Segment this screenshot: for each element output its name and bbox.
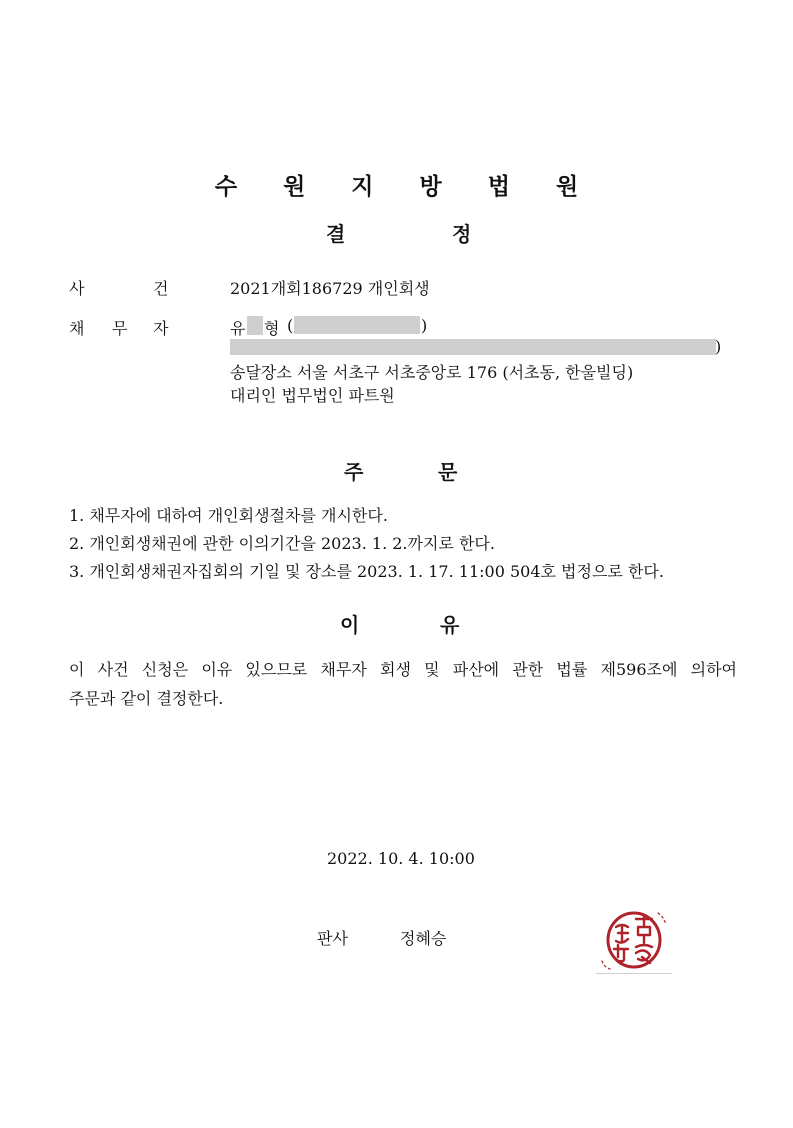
order-item-1: 1. 채무자에 대하여 개인회생절차를 개시한다. (69, 506, 388, 525)
reason-line-1: 이 사건 신청은 이유 있으므로 채무자 회생 및 파산에 관한 법률 제596조에 의하여 (69, 660, 737, 679)
reason-line-2: 주문과 같이 결정한다. (69, 689, 224, 708)
case-label-char-2: 건 (153, 279, 169, 298)
court-title-char: 수 (214, 174, 238, 200)
debtor-label-char-1: 채 (69, 319, 85, 338)
court-title-char: 원 (555, 174, 579, 200)
debtor-name-last: 형 (264, 319, 280, 338)
document-type-char-1: 결 (326, 222, 346, 246)
order-heading-char-2: 문 (438, 460, 458, 484)
court-title-char: 원 (283, 174, 306, 200)
redaction-block-id (294, 316, 420, 334)
decision-date: 2022. 10. 4. 10:00 (327, 849, 475, 868)
debtor-address-paren-close: ) (715, 337, 722, 356)
document-type-char-2: 정 (452, 222, 472, 246)
reason-heading-char-1: 이 (340, 613, 360, 637)
debtor-id-paren-open: ( (287, 316, 294, 335)
court-title-char: 방 (419, 174, 442, 200)
debtor-label-char-2: 무 (112, 319, 128, 338)
debtor-label-char-3: 자 (153, 319, 169, 338)
order-heading-char-1: 주 (344, 460, 364, 484)
court-title (0, 168, 793, 201)
order-item-3: 3. 개인회생채권자집회의 기일 및 장소를 2023. 1. 17. 11:00 504호 법정으로 한다. (69, 562, 664, 581)
order-item-2: 2. 개인회생채권에 관한 이의기간을 2023. 1. 2.까지로 한다. (69, 534, 495, 553)
case-number: 2021개회186729 개인회생 (230, 279, 430, 298)
judge-name: 정혜승 (400, 929, 447, 948)
debtor-agent: 대리인 법무법인 파트원 (230, 386, 395, 405)
debtor-name-first: 유 (230, 319, 246, 338)
debtor-id-paren-close: ) (421, 316, 428, 335)
reason-heading-char-2: 유 (440, 613, 460, 637)
judge-title: 판사 (317, 929, 348, 948)
court-title-char: 법 (487, 174, 510, 200)
judge-seal-icon (596, 903, 672, 975)
delivery-address: 송달장소 서울 서초구 서초중앙로 176 (서초동, 한울빌딩) (230, 363, 634, 382)
redaction-block-address (230, 339, 716, 355)
case-label-char-1: 사 (69, 279, 85, 298)
court-title-char: 지 (351, 174, 374, 200)
redaction-block-name (247, 316, 263, 335)
